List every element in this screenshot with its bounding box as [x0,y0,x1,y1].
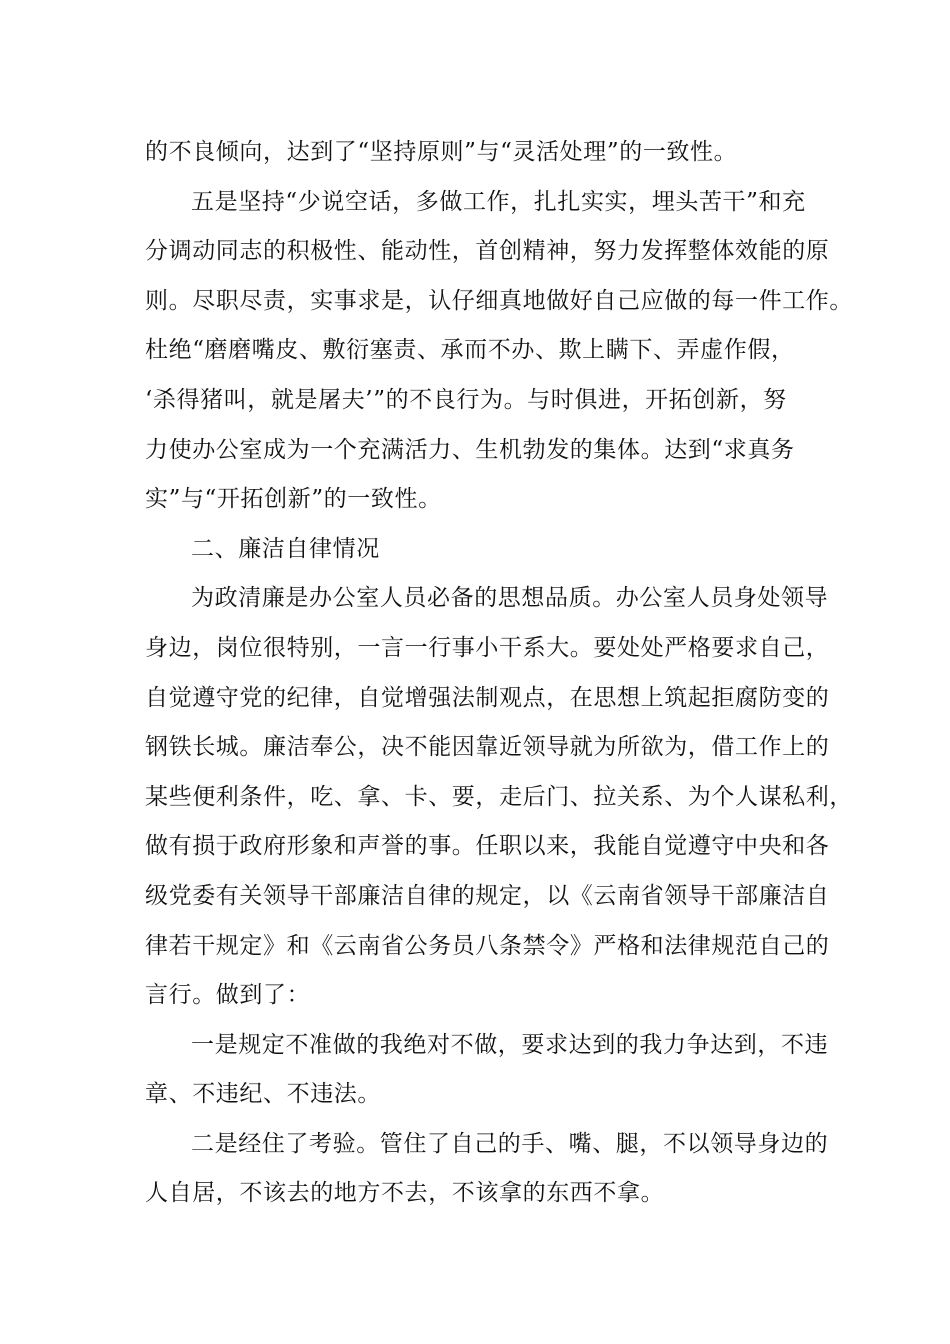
text-line: 则。尽职尽责，实事求是，认仔细真地做好自己应做的每一件工作。 [145,287,853,314]
text-line: 章、不违纪、不违法。 [145,1081,381,1108]
text-line: 做有损于政府形象和声誉的事。任职以来，我能自觉遵守中央和各 [145,833,830,860]
text-line: 自觉遵守党的纪律，自觉增强法制观点，在思想上筑起拒腐防变的 [145,684,830,711]
text-line: 钢铁长城。廉洁奉公，决不能因靠近领导就为所欲为，借工作上的 [145,734,830,761]
text-line: 二是经住了考验。管住了自己的手、嘴、腿，不以领导身边的 [191,1130,829,1157]
text-line: 五是坚持“少说空话，多做工作，扎扎实实，埋头苦干”和充 [191,188,806,215]
text-line: 分调动同志的积极性、能动性，首创精神，努力发挥整体效能的原 [145,238,830,265]
text-line: 的不良倾向，达到了“坚持原则”与“灵活处理”的一致性。 [145,139,738,165]
text-line: 言行。做到了： [145,982,311,1009]
text-line: 实”与“开拓创新”的一致性。 [145,486,442,513]
document-body [145,128,853,1219]
text-line: 律若干规定》和《云南省公务员八条禁令》严格和法律规范自己的 [145,932,830,959]
text-line: 力使办公室成为一个充满活力、生机勃发的集体。达到“求真务 [145,436,795,463]
text-line: 级党委有关领导干部廉洁自律的规定，以《云南省领导干部廉洁自 [145,882,830,909]
text-line: 人自居，不该去的地方不去，不该拿的东西不拿。 [145,1180,665,1207]
text-line: 为政清廉是办公室人员必备的思想品质。办公室人员身处领导 [191,585,829,612]
text-line: 杜绝“磨磨嘴皮、敷衍塞责、承而不办、欺上瞒下、弄虚作假， [145,337,795,364]
text-line: 一是规定不准做的我绝对不做，要求达到的我力争达到，不违 [191,1031,829,1058]
text-line: 身边，岗位很特别，一言一行事小干系大。要处处严格要求自己， [145,634,830,661]
section-heading: 二、廉洁自律情况 [191,535,380,562]
text-line: 某些便利条件，吃、拿、卡、要，走后门、拉关系、为个人谋私利， [145,783,853,810]
text-line: ‘杀得猪叫，就是屠夫’”的不良行为。与时俱进，开拓创新，努 [145,386,787,413]
